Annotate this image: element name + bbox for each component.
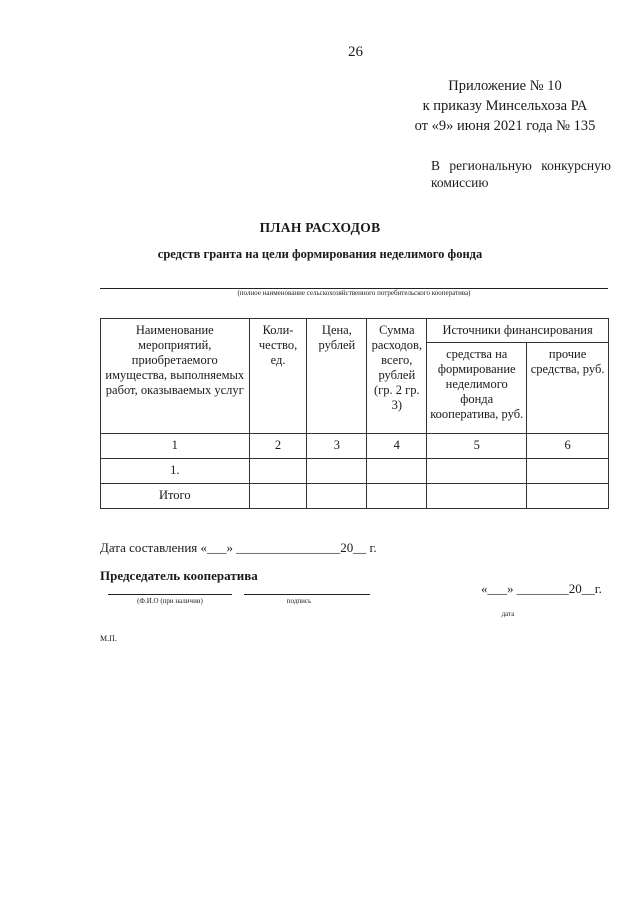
- appendix-line-1: Приложение № 10: [448, 78, 562, 94]
- signature-caption: подпись: [286, 597, 312, 605]
- signature-line[interactable]: [244, 594, 370, 595]
- total-label: Итого: [101, 484, 250, 509]
- addressee: [431, 157, 611, 191]
- col-number: 1: [101, 434, 250, 459]
- seal-mark: М.П.: [100, 634, 117, 643]
- col-number: 6: [527, 434, 609, 459]
- header-fund-means: средства на формирование неделимого фонда кооператива, руб.: [427, 343, 527, 434]
- cell-fund-means[interactable]: [427, 459, 527, 484]
- chairman-title: Председатель кооператива: [100, 568, 258, 583]
- table-row: [101, 459, 609, 484]
- expense-plan-table: [100, 318, 609, 509]
- date-caption: дата: [501, 610, 515, 618]
- addressee-word-1: В: [431, 158, 441, 173]
- fio-caption: (Ф.И.О (при наличии): [137, 597, 203, 605]
- total-other-means[interactable]: [527, 484, 609, 509]
- total-price[interactable]: [307, 484, 367, 509]
- total-fund-means[interactable]: [427, 484, 527, 509]
- header-price: Цена, рублей: [307, 319, 367, 434]
- header-sum: Сумма расходов, всего, рублей (гр. 2 гр. 3): [367, 319, 427, 434]
- signature-date[interactable]: «___» ________20__г.: [481, 581, 602, 596]
- document-title: ПЛАН РАСХОДОВ: [259, 220, 381, 235]
- cell-price[interactable]: [307, 459, 367, 484]
- header-quantity: Коли-чество, ед.: [249, 319, 307, 434]
- col-number: 3: [307, 434, 367, 459]
- total-sum[interactable]: [367, 484, 427, 509]
- header-sources: Источники финансирования: [427, 319, 609, 343]
- cell-sum[interactable]: [367, 459, 427, 484]
- col-number: 4: [367, 434, 427, 459]
- document-subtitle: средств гранта на цели формирования неделимого фонда: [157, 247, 483, 261]
- cell-other-means[interactable]: [527, 459, 609, 484]
- total-quantity[interactable]: [249, 484, 307, 509]
- column-number-row: [101, 434, 609, 459]
- row-label: 1.: [101, 459, 250, 484]
- appendix-line-2: к приказу Минсельхоза РА: [422, 98, 588, 114]
- addressee-line-2: комиссию: [431, 175, 489, 190]
- appendix-header: [380, 76, 630, 136]
- addressee-word-3: конкурсную: [541, 158, 611, 173]
- page-number: 26: [348, 44, 363, 60]
- fio-signature-line[interactable]: [108, 594, 232, 595]
- total-row: [101, 484, 609, 509]
- addressee-line-1: [431, 157, 611, 174]
- col-number: 5: [427, 434, 527, 459]
- cell-quantity[interactable]: [249, 459, 307, 484]
- compilation-date[interactable]: Дата составления «___» ________________20__ г.: [100, 540, 377, 555]
- org-name-caption: (полное наименование сельскохозяйственного потребительского кооператива): [237, 289, 471, 297]
- col-number: 2: [249, 434, 307, 459]
- header-other-means: прочие средства, руб.: [527, 343, 609, 434]
- header-name: Наименование мероприятий, приобретаемого имущества, выполняемых работ, оказываемых услуг: [101, 319, 250, 434]
- appendix-line-3: от «9» июня 2021 года № 135: [414, 118, 596, 134]
- addressee-word-2: региональную: [449, 158, 532, 173]
